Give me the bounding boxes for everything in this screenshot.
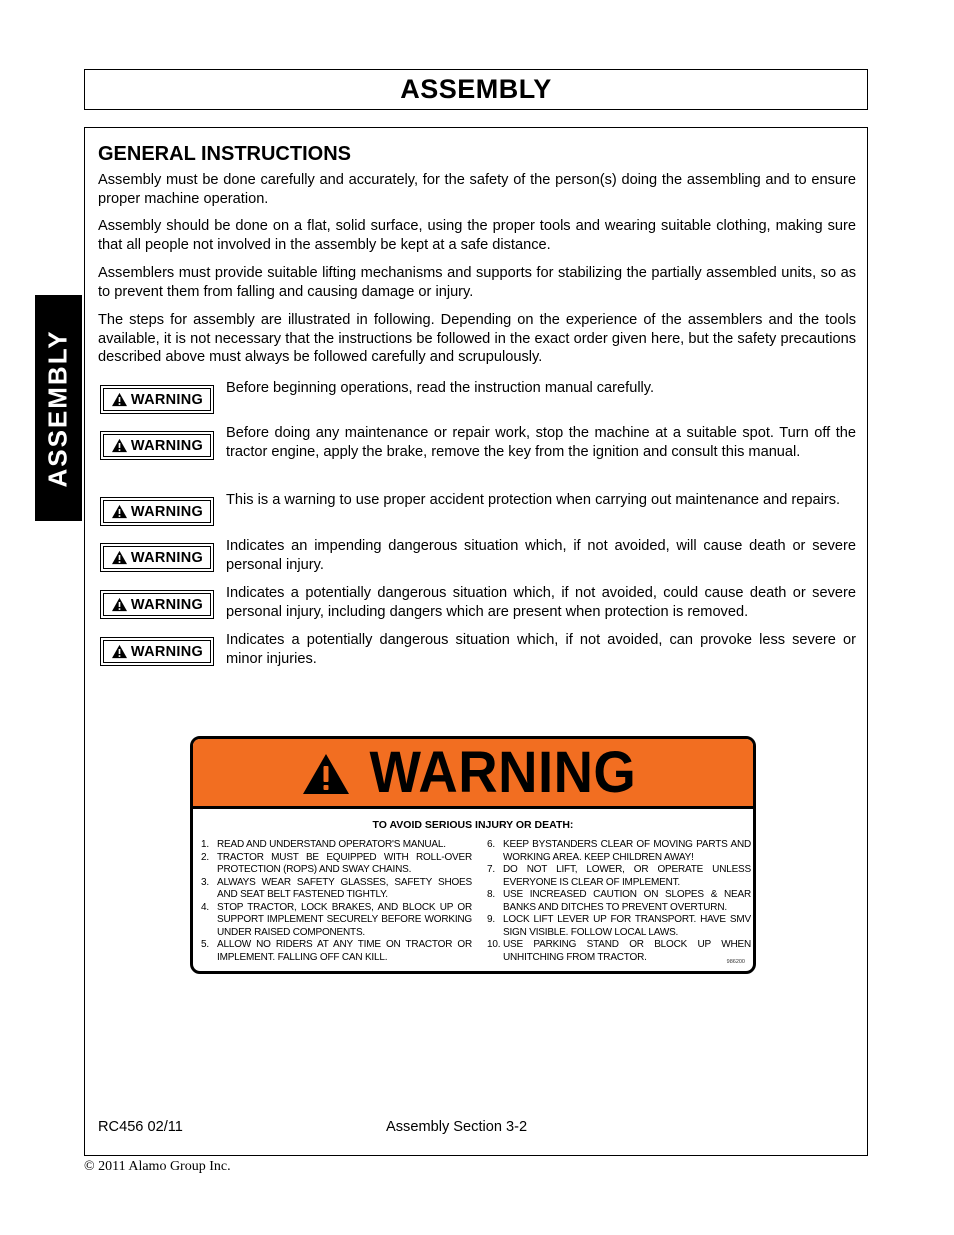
section-title: GENERAL INSTRUCTIONS xyxy=(98,143,351,165)
warning-badge-label: WARNING xyxy=(130,437,204,454)
page-header xyxy=(84,69,868,110)
warning-text: This is a warning to use proper accident protection when carrying out maintenance and repairs. xyxy=(226,492,841,508)
footer-model-date: RC456 02/11 xyxy=(98,1119,183,1135)
warning-badge-label: WARNING xyxy=(130,391,204,408)
warning-badge xyxy=(100,590,214,619)
warning-badge-label: WARNING xyxy=(130,503,204,520)
warning-triangle-icon xyxy=(301,752,351,796)
paragraph: Assembly must be done carefully and accurately, for the safety of the person(s) doing the assembling and to ensure proper machine operation. xyxy=(98,172,856,207)
warning-triangle-icon xyxy=(111,644,128,659)
side-section-tab xyxy=(35,295,82,521)
decal-list-right xyxy=(487,839,751,964)
decal-list-item: 9. LOCK LIFT LEVER UP FOR TRANSPORT. HAVE SMV SIGN VISIBLE. FOLLOW LOCAL LAWS. xyxy=(487,914,751,938)
warning-badge-label: WARNING xyxy=(130,596,204,613)
warning-badge xyxy=(100,431,214,460)
warning-triangle-icon xyxy=(111,392,128,407)
decal-list-item: 8. USE INCREASED CAUTION ON SLOPES & NEAR BANKS AND DITCHES TO PREVENT OVERTURN. xyxy=(487,889,751,913)
warning-badge-label: WARNING xyxy=(130,549,204,566)
decal-list-item: 1. READ AND UNDERSTAND OPERATOR'S MANUAL. xyxy=(201,839,446,850)
warning-decal xyxy=(190,736,756,974)
decal-list-item: 10. USE PARKING STAND OR BLOCK UP WHEN UNHITCHING FROM TRACTOR. xyxy=(487,939,751,963)
warning-text: Before doing any maintenance or repair work, stop the machine at a suitable spot. Turn off the tractor engine, apply the brake, remove the key from the ignition and consult this manual. xyxy=(226,425,856,460)
warning-triangle-icon xyxy=(111,504,128,519)
decal-list-item: 3. ALWAYS WEAR SAFETY GLASSES, SAFETY SHOES AND SEAT BELT FASTENED TIGHTLY. xyxy=(201,876,472,900)
warning-text: Indicates a potentially dangerous situation which, if not avoided, could cause death or severe personal injury, including dangers which are present when protection is removed. xyxy=(226,585,856,620)
warning-badge xyxy=(100,385,214,414)
warning-triangle-icon xyxy=(111,438,128,453)
decal-part-code: 986200 xyxy=(726,959,745,965)
paragraph: Assemblers must provide suitable lifting mechanisms and supports for stabilizing the partially assembled units, so as to prevent them from falling and causing damage or injury. xyxy=(98,265,856,300)
decal-list-item: 5. ALLOW NO RIDERS AT ANY TIME ON TRACTOR OR IMPLEMENT. FALLING OFF CAN KILL. xyxy=(201,939,472,963)
warning-text: Indicates a potentially dangerous situation which, if not avoided, can provoke less severe or minor injuries. xyxy=(226,632,856,667)
decal-list-item: 4. STOP TRACTOR, LOCK BRAKES, AND BLOCK UP OR SUPPORT IMPLEMENT SECURELY BEFORE WORKING UNDER RAISED COMPONENTS. xyxy=(201,901,472,938)
paragraph: The steps for assembly are illustrated in following. Depending on the experience of the assemblers and the tools available, it is not necessary that the instructions be followed in the exact order given here, but the safety precautions described above must always be followed carefully and scrupulously. xyxy=(98,312,856,366)
warning-badge xyxy=(100,637,214,666)
decal-subtitle: TO AVOID SERIOUS INJURY OR DEATH: xyxy=(372,819,574,831)
decal-header xyxy=(193,739,753,809)
warning-badge xyxy=(100,497,214,526)
warning-badge xyxy=(100,543,214,572)
warning-text: Indicates an impending dangerous situation which, if not avoided, will cause death or severe personal injury. xyxy=(226,538,856,573)
decal-list-item: 7. DO NOT LIFT, LOWER, OR OPERATE UNLESS EVERYONE IS CLEAR OF IMPLEMENT. xyxy=(487,864,751,888)
decal-list-item: 2. TRACTOR MUST BE EQUIPPED WITH ROLL-OVER PROTECTION (ROPS) AND SWAY CHAINS. xyxy=(201,851,472,875)
copyright: © 2011 Alamo Group Inc. xyxy=(84,1159,231,1174)
decal-list-item: 6. KEEP BYSTANDERS CLEAR OF MOVING PARTS AND WORKING AREA. KEEP CHILDREN AWAY! xyxy=(487,839,751,863)
warning-triangle-icon xyxy=(111,550,128,565)
decal-header-word: WARNING xyxy=(369,739,637,805)
side-tab-label: ASSEMBLY xyxy=(43,328,74,488)
warning-triangle-icon xyxy=(111,597,128,612)
warning-badge-label: WARNING xyxy=(130,643,204,660)
page-title: ASSEMBLY xyxy=(400,74,552,104)
warning-text: Before beginning operations, read the instruction manual carefully. xyxy=(226,380,655,396)
paragraph: Assembly should be done on a flat, solid surface, using the proper tools and wearing suitable clothing, making sure that all people not involved in the assembly be kept at a safe distance. xyxy=(98,218,856,253)
footer-section-page: Assembly Section 3-2 xyxy=(386,1119,528,1135)
decal-list-left xyxy=(201,839,472,964)
